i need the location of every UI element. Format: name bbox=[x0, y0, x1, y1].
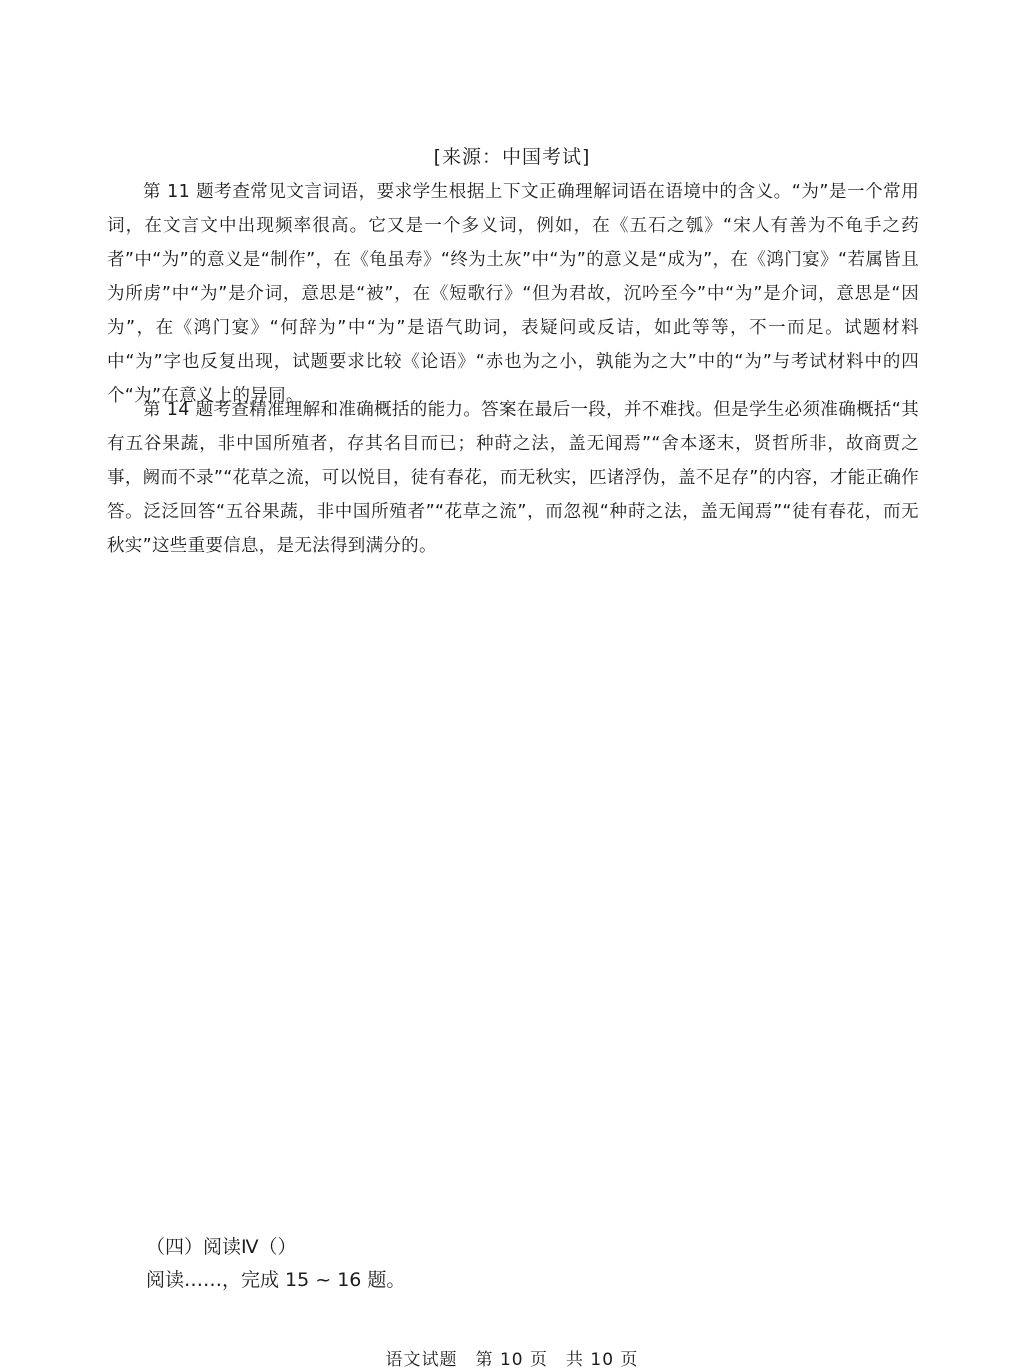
section-heading: （四）阅读Ⅳ（） bbox=[146, 1236, 297, 1258]
analysis-paragraph-q11: 第 11 题考查常见文言词语，要求学生根据上下文正确理解词语在语境中的含义。“为”是一个常用词，在文言文中出现频率很高。它又是一个多义词，例如，在《五石之瓠》“宋人有善为不龟手之药者”中“为”的意义是“制作”，在《龟虽寿》“终为土灰”中“为”的意义是“成为”，在《鸿门宴》“若属皆且为所虏”中“为”是介词，意思是“被”，在《短歌行》“但为君故，沉吟至今”中“为”是介词，意思是“因为”，在《鸿门宴》“何辞为”中“为”是语气助词，表疑问或反诘，如此等等，不一而足。试题材料中“为”字也反复出现，试题要求比较《论语》“赤也为之小，孰能为之大”中的“为”与考试材料中的四个“为”在意义上的异同。 bbox=[107, 182, 919, 406]
section-instruction: 阅读……，完成 15 ~ 16 题。 bbox=[146, 1269, 406, 1291]
analysis-paragraph-q14: 第 14 题考查精准理解和准确概括的能力。答案在最后一段，并不难找。但是学生必须准确概括“其有五谷果蔬，非中国所殖者，存其名目而已；种莳之法，盖无闻焉”“舍本逐末，贤哲所非，故商贾之事，阙而不录”“花草之流，可以悦目，徒有春花，而无秋实，匹诸浮伪，盖不足存”的内容，才能正确作答。泛泛回答“五谷果蔬，非中国所殖者”“花草之流”，而忽视“种莳之法，盖无闻焉”“徒有春花，而无秋实”这些重要信息，是无法得到满分的。 bbox=[107, 400, 919, 556]
source-note: [来源：中国考试] bbox=[433, 146, 591, 168]
page-footer: 语文试题 第 10 页 共 10 页 bbox=[385, 1350, 639, 1370]
